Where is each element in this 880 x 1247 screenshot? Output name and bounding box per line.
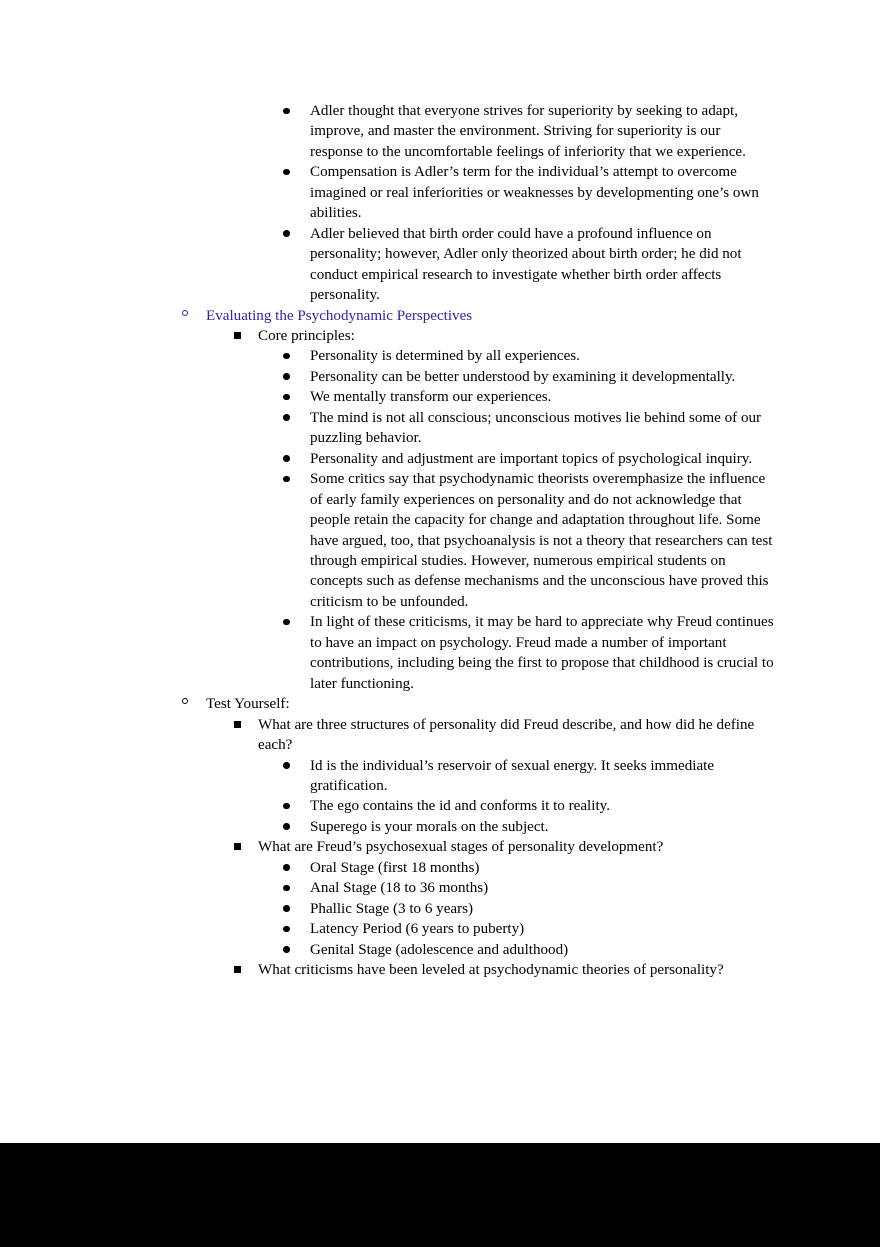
filled-disc-bullet-icon	[283, 796, 299, 816]
filled-square-bullet-icon	[234, 960, 250, 980]
outline-row	[0, 715, 880, 756]
outline-item-text: What criticisms have been leveled at psychodynamic theories of personality?	[258, 962, 724, 979]
filled-disc-bullet-icon	[283, 162, 299, 182]
outline-row	[0, 756, 880, 797]
outline-item	[0, 101, 880, 162]
outline-item	[0, 899, 880, 919]
filled-disc-bullet-icon	[283, 817, 299, 837]
outline-item-text: We mentally transform our experiences.	[310, 389, 552, 406]
outline-row	[0, 162, 880, 223]
outline-list	[0, 101, 880, 980]
filled-disc-bullet-icon	[283, 940, 299, 960]
outline-row	[0, 940, 880, 960]
outline-item	[0, 694, 880, 714]
outline-row	[0, 367, 880, 387]
outline-item	[0, 408, 880, 449]
hollow-circle-bullet-icon	[182, 694, 198, 714]
outline-item-text: Oral Stage (first 18 months)	[310, 859, 480, 876]
filled-disc-bullet-icon	[283, 408, 299, 428]
outline-item-text: What are three structures of personality did Freud describe, and how did he define each?	[258, 716, 755, 754]
outline-item-text: The mind is not all conscious; unconscious motives lie behind some of our puzzling behavior.	[310, 409, 762, 447]
filled-disc-bullet-icon	[283, 878, 299, 898]
outline-item	[0, 960, 880, 980]
outline-row	[0, 899, 880, 919]
outline-row	[0, 449, 880, 469]
outline-item	[0, 837, 880, 857]
outline-item-text: Personality can be better understood by examining it developmentally.	[310, 368, 736, 385]
outline-item-text: Genital Stage (adolescence and adulthood)	[310, 941, 569, 958]
outline-item	[0, 715, 880, 756]
filled-square-bullet-icon	[234, 715, 250, 735]
outline-item-text: Superego is your morals on the subject.	[310, 818, 549, 835]
hollow-circle-bullet-icon	[182, 306, 198, 326]
outline-item-text: Compensation is Adler’s term for the individual’s attempt to overcome imagined or real inferiorities or weaknesses by developmenting one’s own abilities.	[310, 164, 759, 222]
outline-item	[0, 449, 880, 469]
outline-row	[0, 101, 880, 162]
outline-row	[0, 326, 880, 346]
outline-row	[0, 387, 880, 407]
outline-row	[0, 224, 880, 306]
outline-item	[0, 858, 880, 878]
bottom-black-band	[0, 1143, 880, 1247]
filled-disc-bullet-icon	[283, 367, 299, 387]
outline-item	[0, 756, 880, 797]
filled-disc-bullet-icon	[283, 346, 299, 366]
outline-item-text: Evaluating the Psychodynamic Perspectives	[206, 307, 473, 324]
outline-row	[0, 817, 880, 837]
filled-disc-bullet-icon	[283, 224, 299, 244]
outline-item	[0, 367, 880, 387]
filled-disc-bullet-icon	[283, 919, 299, 939]
filled-disc-bullet-icon	[283, 387, 299, 407]
outline-item	[0, 306, 880, 326]
outline-row	[0, 796, 880, 816]
outline-item	[0, 224, 880, 306]
outline-item	[0, 469, 880, 612]
outline-item-text: Personality and adjustment are important topics of psychological inquiry.	[310, 450, 753, 467]
outline-item-text: Adler believed that birth order could have a profound influence on personality; however, Adler only theorized about birth order; he did not conduct empirical research to investigate whether birth order affects personality.	[310, 225, 742, 304]
filled-disc-bullet-icon	[283, 612, 299, 632]
outline-row	[0, 878, 880, 898]
filled-disc-bullet-icon	[283, 469, 299, 489]
outline-content	[0, 101, 880, 980]
outline-item-text: Some critics say that psychodynamic theorists overemphasize the influence of early family experiences on personality and do not acknowledge that people retain the capacity for change and adaptation throughout life. Some have argued, too, that psychoanalysis is not a theory that researchers can test through empirical studies. However, numerous empirical students on concepts such as defense mechanisms and the unconscious have proved this criticism to be unfounded.	[310, 471, 773, 610]
outline-item	[0, 919, 880, 939]
outline-item	[0, 162, 880, 223]
outline-item	[0, 878, 880, 898]
filled-disc-bullet-icon	[283, 449, 299, 469]
outline-item-text: Latency Period (6 years to puberty)	[310, 921, 525, 938]
outline-item-text: Phallic Stage (3 to 6 years)	[310, 900, 474, 917]
outline-row	[0, 919, 880, 939]
outline-item-text: Test Yourself:	[206, 696, 290, 713]
outline-item	[0, 817, 880, 837]
outline-item	[0, 387, 880, 407]
outline-item	[0, 940, 880, 960]
outline-row	[0, 837, 880, 857]
outline-item-text: Id is the individual’s reservoir of sexual energy. It seeks immediate gratification.	[310, 757, 715, 794]
outline-row	[0, 408, 880, 449]
outline-item-text: Core principles:	[258, 327, 355, 344]
outline-item-text: What are Freud’s psychosexual stages of personality development?	[258, 839, 664, 856]
filled-disc-bullet-icon	[283, 899, 299, 919]
outline-item-text: Anal Stage (18 to 36 months)	[310, 880, 489, 897]
outline-row	[0, 960, 880, 980]
outline-row	[0, 469, 880, 612]
outline-row	[0, 346, 880, 366]
filled-disc-bullet-icon	[283, 756, 299, 776]
outline-item	[0, 612, 880, 694]
outline-item	[0, 796, 880, 816]
outline-item-text: In light of these criticisms, it may be hard to appreciate why Freud continues to have an impact on psychology. Freud made a number of important contributions, including being the first to propose that childhood is crucial to later functioning.	[310, 614, 774, 692]
filled-square-bullet-icon	[234, 837, 250, 857]
outline-row	[0, 858, 880, 878]
outline-item	[0, 326, 880, 346]
outline-row	[0, 306, 880, 326]
outline-item-text: Personality is determined by all experiences.	[310, 348, 580, 365]
filled-square-bullet-icon	[234, 326, 250, 346]
outline-item-text: Adler thought that everyone strives for superiority by seeking to adapt, improve, and master the environment. Striving for superiority is our response to the uncomfortable feelings of inferiority that we experience.	[310, 103, 746, 160]
outline-row	[0, 612, 880, 694]
outline-item-text: The ego contains the id and conforms it to reality.	[310, 798, 610, 815]
outline-item	[0, 346, 880, 366]
filled-disc-bullet-icon	[283, 858, 299, 878]
filled-disc-bullet-icon	[283, 101, 299, 121]
outline-row	[0, 694, 880, 714]
